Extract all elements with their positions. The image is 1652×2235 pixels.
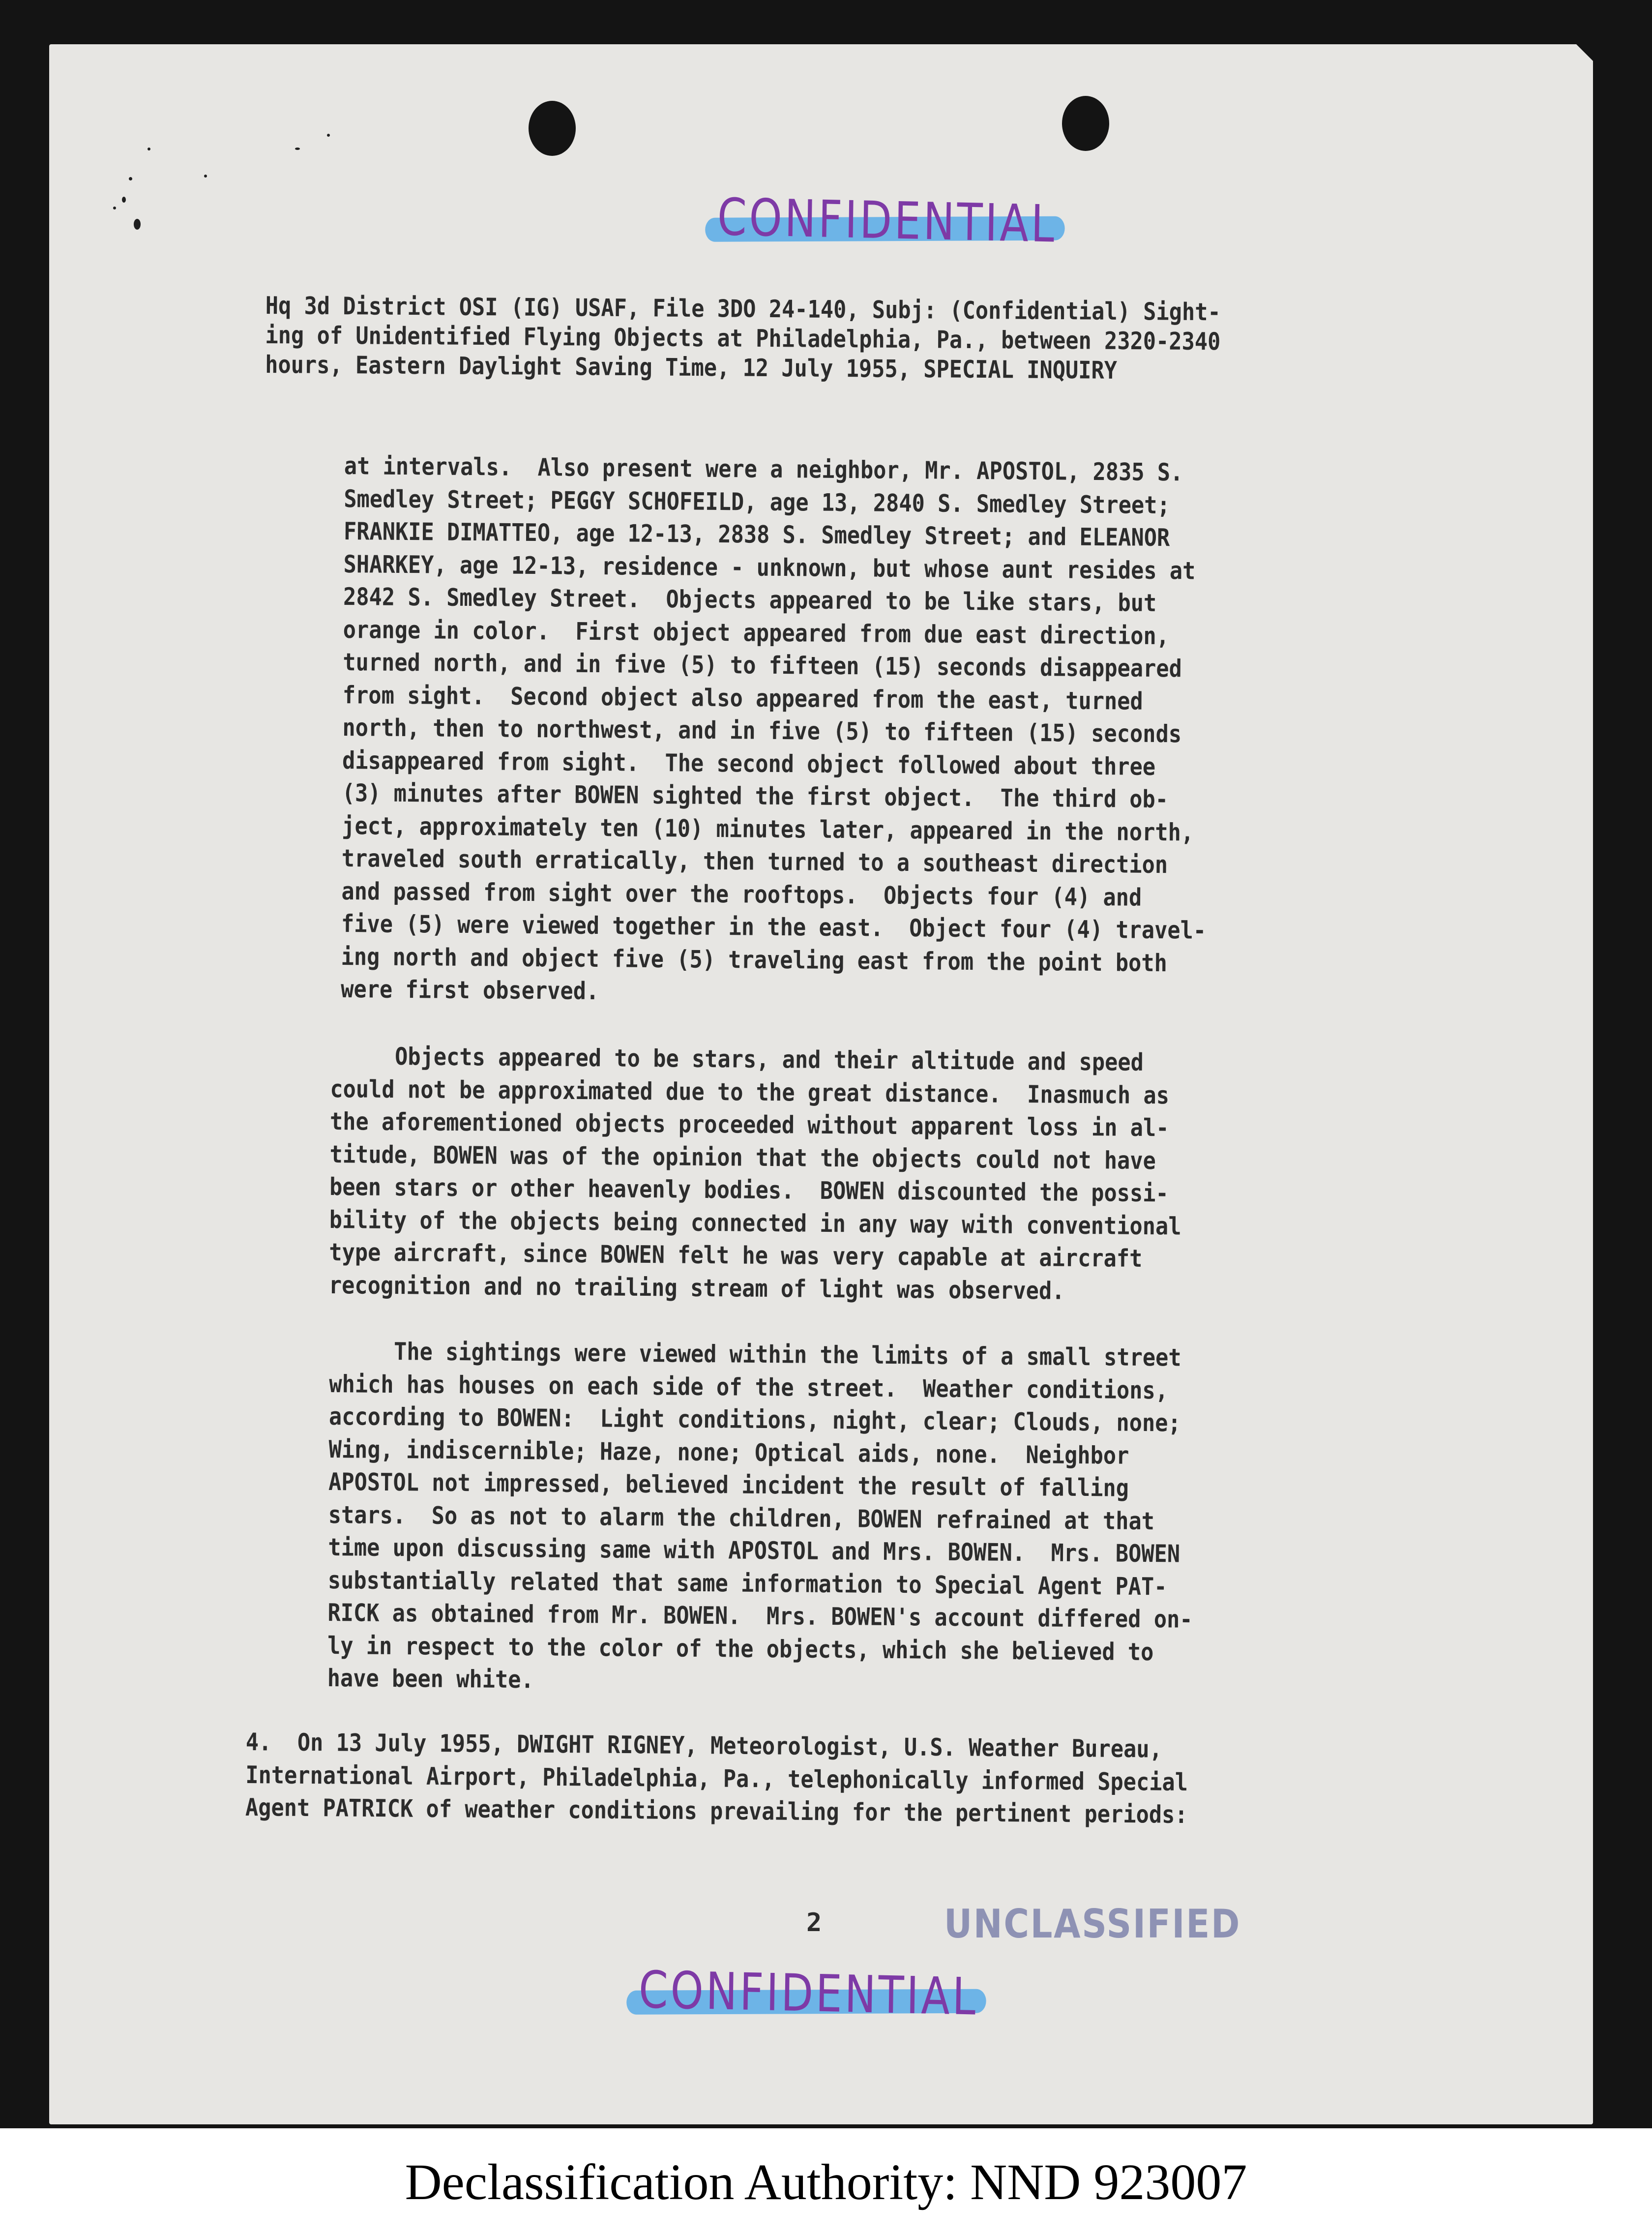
header-line: Hq 3d District OSI (IG) USAF, File 3DO 24-140, Subj: (Confidential) Sight- (265, 292, 1221, 327)
page-number: 2 (806, 1908, 822, 1937)
unclassified-stamp: UNCLASSIFIED (944, 1901, 1241, 1947)
text-line: type aircraft, since BOWEN felt he was very capable at aircraft (329, 1238, 1143, 1273)
text-line: ing north and object five (5) traveling east from the point both (341, 942, 1168, 977)
confidential-label: CONFIDENTIAL (717, 187, 1058, 254)
text-line: the aforementioned objects proceeded without apparent loss in al- (329, 1107, 1169, 1142)
text-line: at intervals. Also present were a neighbor, Mr. APOSTOL, 2835 S. (344, 451, 1183, 487)
declassification-caption: Declassification Authority: NND 923007 (405, 2154, 1247, 2210)
header-line: hours, Eastern Daylight Saving Time, 12 July 1955, SPECIAL INQUIRY (265, 350, 1118, 385)
torn-corner (1573, 41, 1608, 76)
confidential-stamp-bottom (638, 1960, 978, 2027)
text-line: bility of the objects being connected in any way with conventional (329, 1205, 1181, 1241)
text-line: (3) minutes after BOWEN sighted the first object. The third ob- (342, 778, 1169, 814)
text-line: ject, approximately ten (10) minutes later, appeared in the north, (342, 811, 1194, 847)
text-line: RICK as obtained from Mr. BOWEN. Mrs. BOWEN's account differed on- (327, 1598, 1193, 1634)
text-line: according to BOWEN: Light conditions, night, clear; Clouds, none; (328, 1402, 1181, 1437)
text-line: been stars or other heavenly bodies. BOWEN discounted the possi- (329, 1172, 1169, 1208)
text-line: five (5) were viewed together in the east. Object four (4) travel- (341, 909, 1207, 945)
text-line: time upon discussing same with APOSTOL and Mrs. BOWEN. Mrs. BOWEN (328, 1533, 1180, 1568)
text-line: titude, BOWEN was of the opinion that the objects could not have (329, 1140, 1156, 1175)
text-line: stars. So as not to alarm the children, BOWEN refrained at that (328, 1500, 1155, 1535)
text-line: orange in color. First object appeared from due east direction, (343, 615, 1170, 650)
paper-speck (113, 207, 116, 209)
body-paragraph-4 (245, 1726, 1188, 1832)
body-paragraph-3 (327, 1335, 1194, 1701)
text-line: from sight. Second object also appeared from the east, turned (342, 681, 1143, 715)
text-line: FRANKIE DIMATTEO, age 12-13, 2838 S. Smedley Street; and ELEANOR (343, 517, 1170, 552)
paper-speck (129, 177, 132, 180)
paper-speck (122, 197, 126, 203)
paper-speck (134, 219, 141, 230)
text-line: 4. On 13 July 1955, DWIGHT RIGNEY, Meteorologist, U.S. Weather Bureau, (245, 1728, 1163, 1763)
punch-hole-left (529, 101, 576, 156)
text-line: Smedley Street; PEGGY SCHOFEILD, age 13, 2840 S. Smedley Street; (344, 484, 1170, 519)
confidential-stamp-top (717, 187, 1057, 254)
paper-speck (295, 148, 300, 150)
confidential-label: CONFIDENTIAL (638, 1960, 979, 2027)
text-line: International Airport, Philadelphia, Pa., telephonically informed Special (245, 1760, 1188, 1796)
text-line: recognition and no trailing stream of light was observed. (328, 1271, 1065, 1305)
text-line: Wing, indiscernible; Haze, none; Optical aids, none. Neighbor (328, 1435, 1129, 1470)
text-line: 2842 S. Smedley Street. Objects appeared to be like stars, but (343, 582, 1157, 617)
text-line: and passed from sight over the rooftops. Objects four (4) and (341, 877, 1142, 912)
document-header (265, 291, 1221, 386)
text-line: could not be approximated due to the great distance. Inasmuch as (330, 1074, 1170, 1109)
text-line: were first observed. (341, 975, 599, 1006)
header-line: ing of Unidentified Flying Objects at Philadelphia, Pa., between 2320-2340 (265, 321, 1221, 356)
text-line: north, then to northwest, and in five (5) to fifteen (15) seconds (342, 713, 1182, 748)
text-line: Objects appeared to be stars, and their altitude and speed (330, 1042, 1144, 1076)
paper-speck (148, 148, 150, 150)
text-line: have been white. (327, 1664, 534, 1694)
paper-speck (327, 134, 330, 137)
text-line: turned north, and in five (5) to fifteen (15) seconds disappeared (343, 648, 1182, 683)
text-line: traveled south erratically, then turned to a southeast direction (341, 844, 1168, 879)
text-line: The sightings were viewed within the limits of a small street (329, 1337, 1181, 1372)
text-line: APOSTOL not impressed, believed incident the result of falling (328, 1467, 1129, 1502)
text-line: substantially related that same information to Special Agent PAT- (327, 1566, 1167, 1601)
text-line: Agent PATRICK of weather conditions prevailing for the pertinent periods: (245, 1793, 1188, 1829)
paper-speck (204, 175, 207, 178)
text-line: disappeared from sight. The second object followed about three (342, 746, 1156, 781)
body-paragraph-1 (341, 450, 1209, 1013)
punch-hole-right (1062, 96, 1109, 151)
body-paragraph-2 (329, 1040, 1182, 1309)
text-line: SHARKEY, age 12-13, residence - unknown, but whose aunt resides at (343, 550, 1196, 585)
text-line: ly in respect to the color of the objects, which she believed to (327, 1631, 1154, 1666)
text-line: which has houses on each side of the street. Weather conditions, (329, 1370, 1169, 1404)
